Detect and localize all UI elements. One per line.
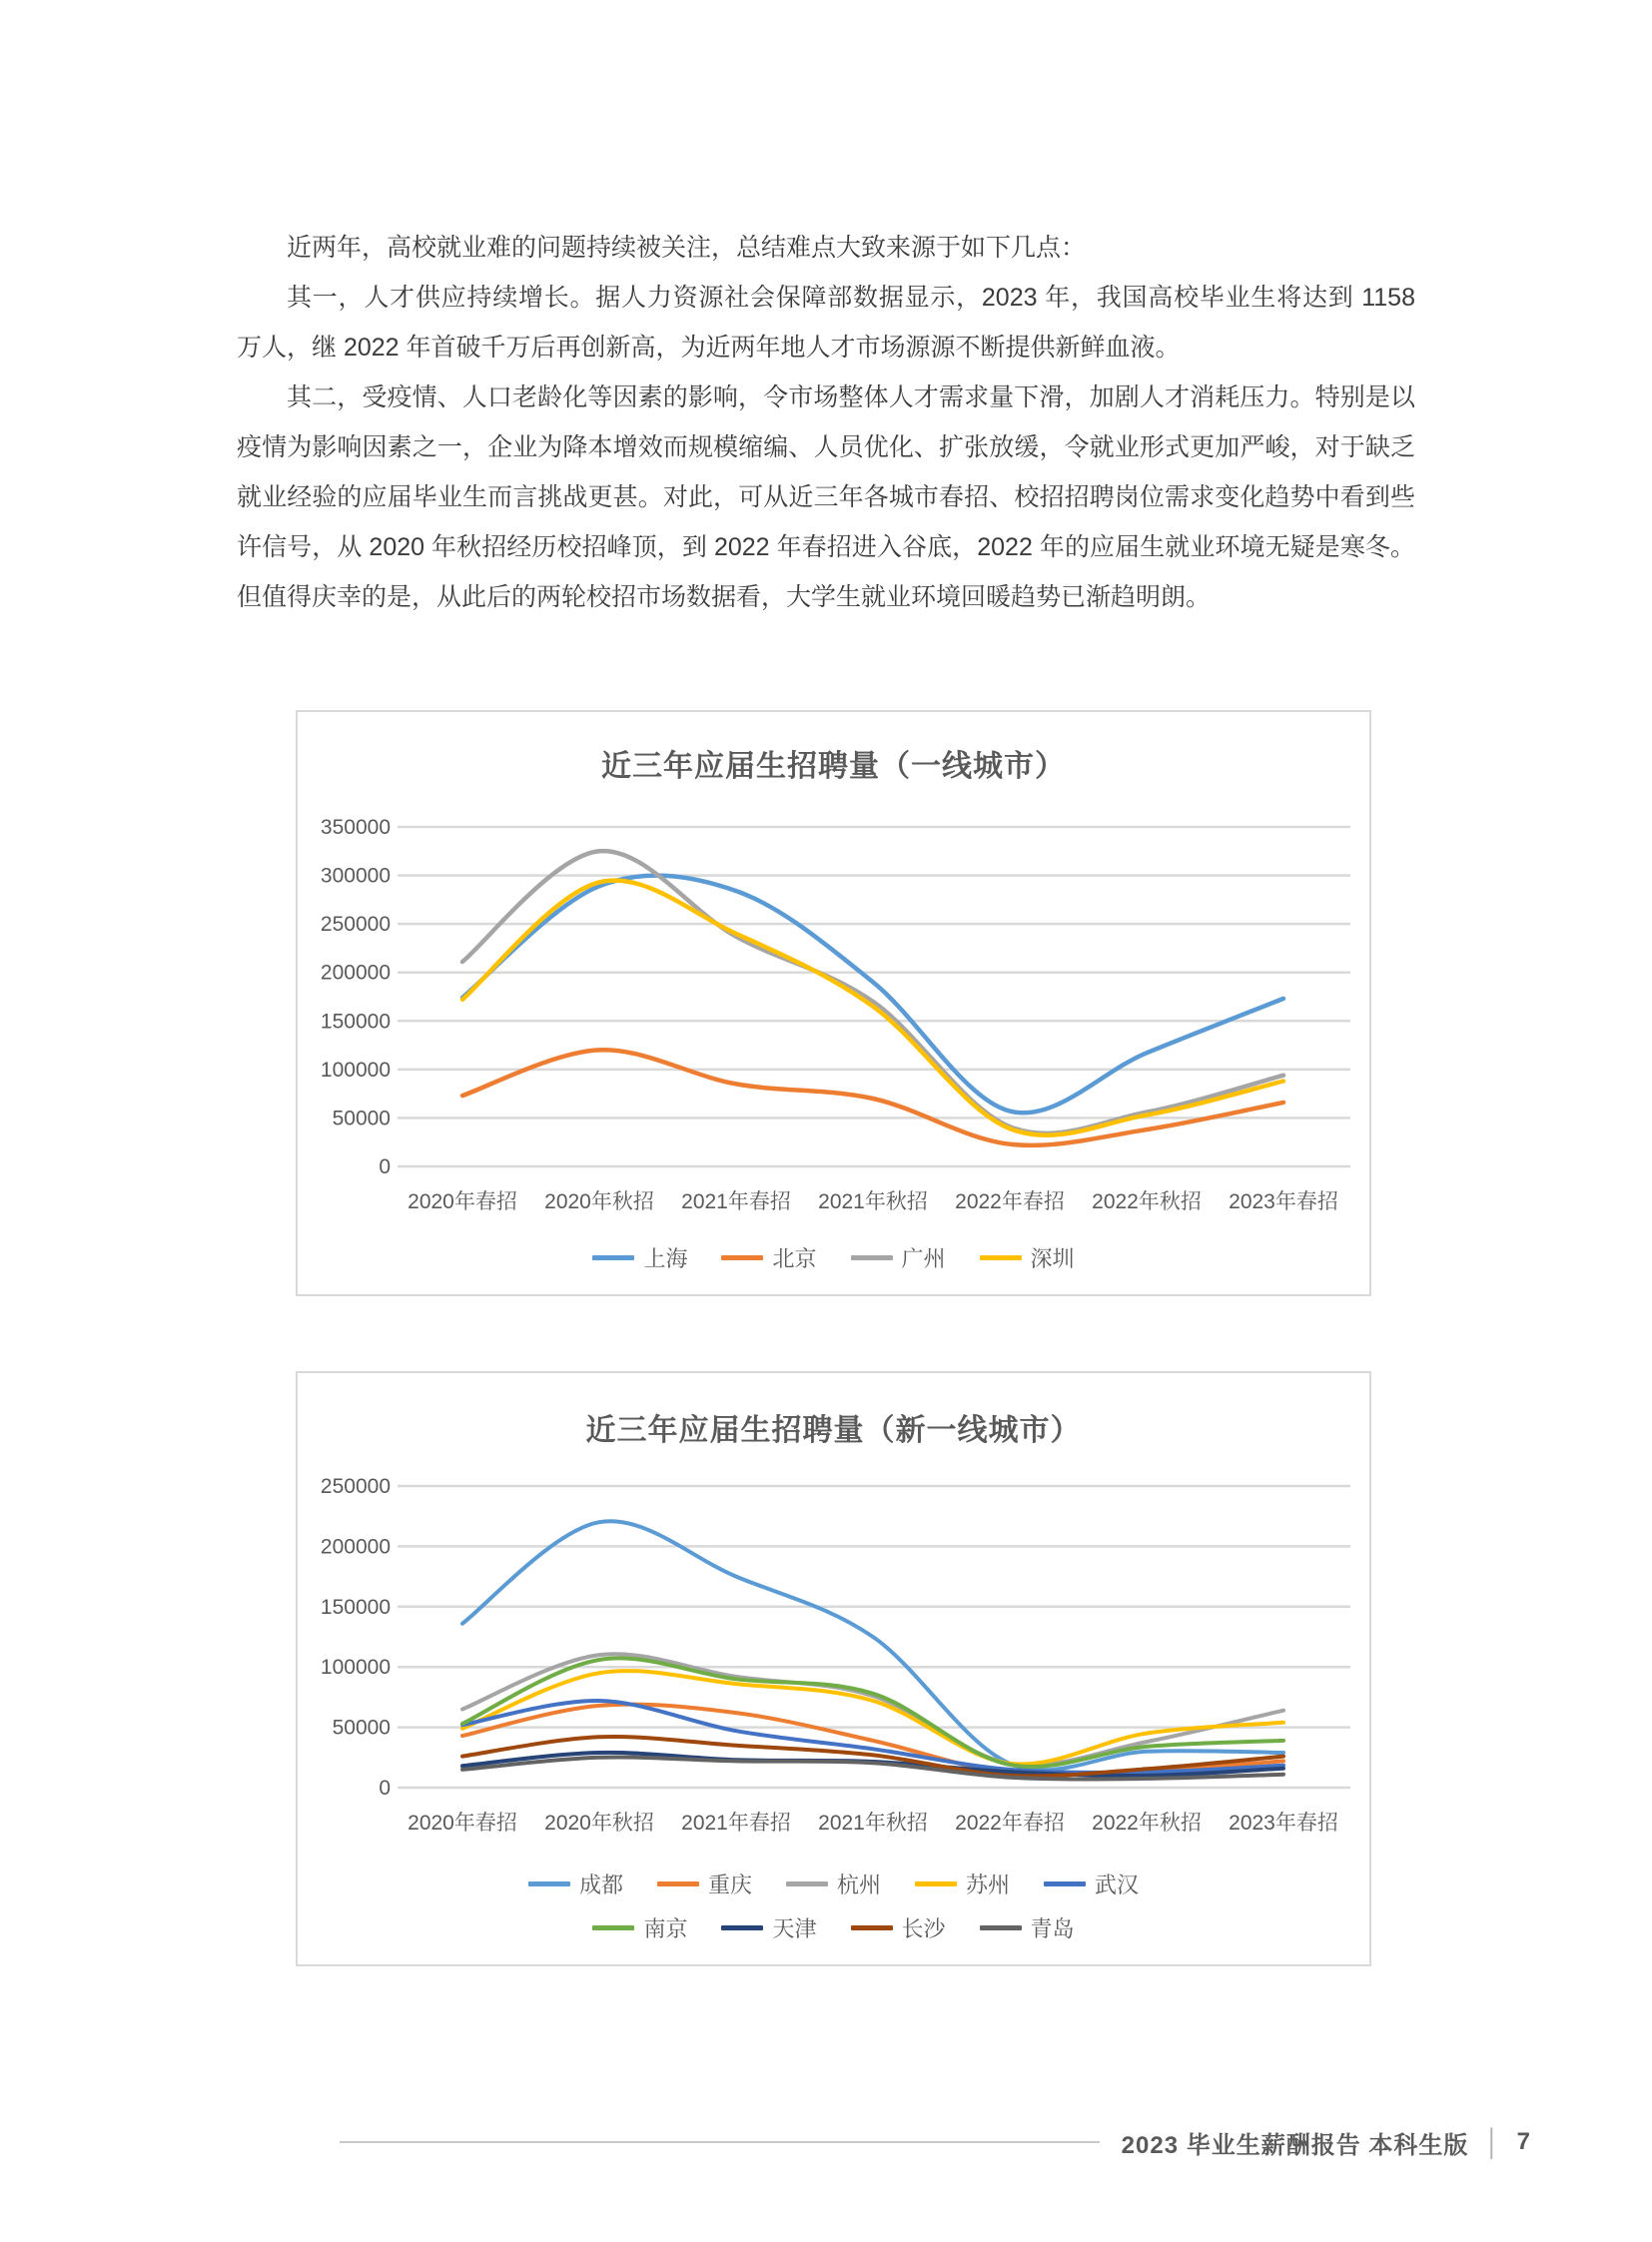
- y-axis-tick-label: 250000: [320, 913, 391, 937]
- paragraph-intro: 近两年，高校就业难的问题持续被关注，总结难点大致来源于如下几点：: [287, 234, 1087, 262]
- y-axis-tick-label: 350000: [320, 816, 391, 839]
- legend-label: 广州: [901, 1246, 946, 1271]
- x-axis-category-label: 2022年秋招: [1092, 1190, 1202, 1213]
- legend-label: 长沙: [901, 1916, 946, 1941]
- y-axis-tick-label: 200000: [320, 961, 391, 985]
- legend-swatch-icon: [592, 1255, 634, 1260]
- x-axis-category-label: 2022年春招: [955, 1812, 1065, 1835]
- legend-item: [980, 1242, 1075, 1273]
- legend-item: [592, 1912, 687, 1943]
- legend-row: [592, 1242, 1074, 1273]
- legend-item: [980, 1912, 1075, 1943]
- legend-label: 青岛: [1030, 1916, 1075, 1941]
- legend-label: 重庆: [707, 1872, 752, 1897]
- legend-swatch-icon: [980, 1925, 1022, 1930]
- legend-swatch-icon: [980, 1255, 1022, 1260]
- y-axis-tick-label: 0: [379, 1155, 391, 1178]
- page-footer: [340, 2125, 1530, 2159]
- legend-swatch-icon: [592, 1925, 634, 1930]
- legend-row: [528, 1868, 1139, 1899]
- x-axis-category-label: 2022年春招: [955, 1190, 1065, 1213]
- y-axis-tick-label: 50000: [332, 1716, 391, 1740]
- x-axis-category-label: 2021年春招: [681, 1190, 791, 1213]
- legend-item: [786, 1868, 881, 1899]
- legend-swatch-icon: [528, 1881, 570, 1886]
- legend-swatch-icon: [915, 1881, 957, 1886]
- legend-swatch-icon: [1044, 1881, 1086, 1886]
- chart-card-new-tier1-cities: [296, 1371, 1371, 1966]
- chart-title: 近三年应届生招聘量（新一线城市）: [585, 1414, 1082, 1447]
- legend-label: 杭州: [836, 1872, 881, 1897]
- legend-label: 深圳: [1030, 1246, 1075, 1271]
- legend-swatch-icon: [657, 1881, 699, 1886]
- legend-item: [1044, 1868, 1139, 1899]
- legend-item: [528, 1868, 623, 1899]
- legend-item: [657, 1868, 752, 1899]
- chart-legend: [298, 1868, 1369, 1943]
- x-axis-category-label: 2021年秋招: [818, 1190, 928, 1213]
- series-line-北京: [462, 1050, 1283, 1145]
- legend-label: 上海: [643, 1246, 688, 1271]
- legend-label: 南京: [643, 1916, 688, 1941]
- legend-swatch-icon: [721, 1255, 763, 1260]
- legend-item: [721, 1242, 816, 1273]
- y-axis-tick-label: 100000: [320, 1656, 391, 1680]
- footer-separator: │: [1484, 2126, 1501, 2157]
- x-axis-category-label: 2022年秋招: [1092, 1812, 1202, 1835]
- chart-card-tier1-cities: [296, 710, 1371, 1296]
- chart-legend: [298, 1242, 1369, 1273]
- footer-report-title: 2023 毕业生薪酬报告 本科生版: [1121, 2131, 1469, 2159]
- x-axis-category-label: 2021年春招: [681, 1812, 791, 1835]
- y-axis-tick-label: 200000: [320, 1535, 391, 1559]
- legend-item: [592, 1242, 687, 1273]
- x-axis-category-label: 2021年秋招: [818, 1812, 928, 1835]
- x-axis-category-label: 2020年春招: [408, 1190, 517, 1213]
- series-line-上海: [462, 876, 1283, 1114]
- legend-item: [915, 1868, 1010, 1899]
- legend-label: 武汉: [1095, 1872, 1140, 1897]
- x-axis-category-label: 2023年春招: [1229, 1812, 1338, 1835]
- legend-label: 苏州: [966, 1872, 1011, 1897]
- legend-swatch-icon: [851, 1925, 893, 1930]
- legend-item: [851, 1912, 946, 1943]
- y-axis-tick-label: 150000: [320, 1010, 391, 1034]
- legend-swatch-icon: [851, 1255, 893, 1260]
- legend-swatch-icon: [721, 1925, 763, 1930]
- footer-divider-line: [340, 2141, 1100, 2143]
- x-axis-category-label: 2020年秋招: [544, 1190, 654, 1213]
- y-axis-tick-label: 150000: [320, 1595, 391, 1619]
- y-axis-tick-label: 250000: [320, 1475, 391, 1498]
- legend-row: [592, 1912, 1074, 1943]
- paragraph-point-two: 其二，受疫情、人口老龄化等因素的影响，令市场整体人才需求量下滑，加剧人才消耗压力。特别是以疫情为影响因素之一，企业为降本增效而规模缩编、人员优化、扩张放缓，令就业形式更加严峻，对于缺乏就业经验的应届毕业生而言挑战更甚。对此，可从近三年各城市春招、校招招聘岗位需求变化趋势中看到些许信号，从 2020 年秋招经历校招峰顶，到 2022 年春招进入谷底，2022 年的应届生就业环境无疑是寒冬。但值得庆幸的是，从此后的两轮校招市场数据看，大学生就业环境回暖趋势已渐趋明朗。: [237, 383, 1415, 611]
- page-number: 7: [1516, 2128, 1530, 2155]
- x-axis-category-label: 2020年春招: [408, 1812, 517, 1835]
- y-axis-tick-label: 300000: [320, 864, 391, 888]
- y-axis-tick-label: 100000: [320, 1058, 391, 1082]
- line-chart-tier1-cities: [298, 712, 1369, 1294]
- x-axis-category-label: 2020年秋招: [544, 1812, 654, 1835]
- body-text: [237, 223, 1415, 622]
- legend-item: [851, 1242, 946, 1273]
- x-axis-category-label: 2023年春招: [1229, 1190, 1338, 1213]
- legend-label: 北京: [772, 1246, 817, 1271]
- legend-item: [721, 1912, 816, 1943]
- legend-label: 天津: [772, 1916, 817, 1941]
- chart-title: 近三年应届生招聘量（一线城市）: [601, 750, 1066, 783]
- y-axis-tick-label: 0: [379, 1777, 391, 1800]
- legend-swatch-icon: [786, 1881, 828, 1886]
- legend-label: 成都: [578, 1872, 623, 1897]
- paragraph-point-one: 其一，人才供应持续增长。据人力资源社会保障部数据显示，2023 年，我国高校毕业生将达到 1158 万人，继 2022 年首破千万后再创新高，为近两年地人才市场源源不断提供新鲜血液。: [237, 284, 1415, 362]
- y-axis-tick-label: 50000: [332, 1107, 391, 1130]
